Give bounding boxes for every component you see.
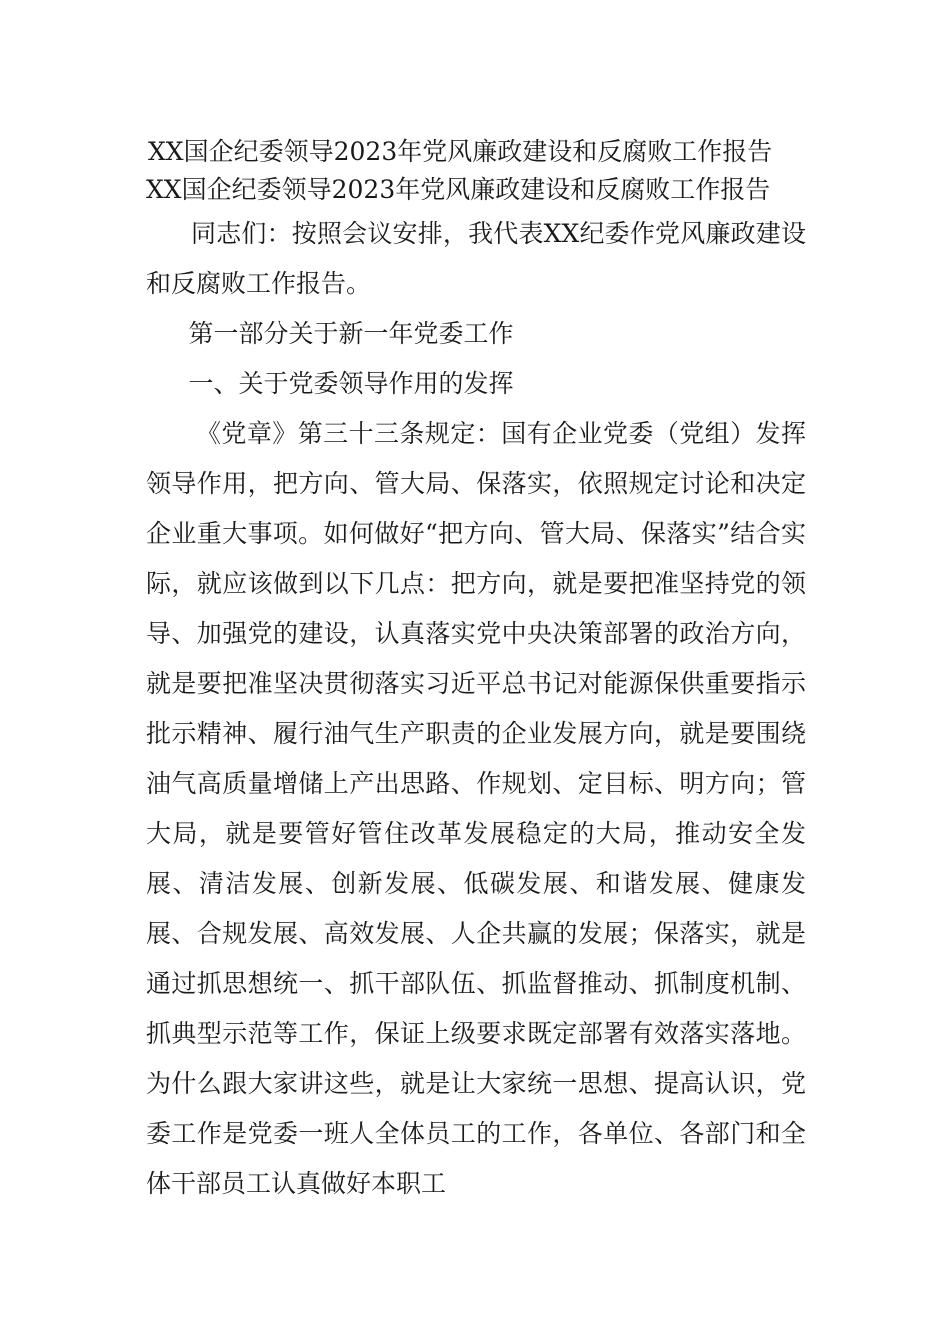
document-title: XX国企纪委领导2023年党风廉政建设和反腐败工作报告 (148, 137, 773, 166)
document-title-repeat: XX国企纪委领导2023年党风廉政建设和反腐败工作报告 (146, 175, 771, 204)
greeting-paragraph: 同志们：按照会议安排，我代表XX纪委作党风廉政建设和反腐败工作报告。 (146, 219, 806, 298)
part-heading: 第一部分关于新一年党委工作 (188, 319, 514, 348)
body-paragraph: 《党章》第三十三条规定：国有企业党委（党组）发挥领导作用，把方向、管大局、保落实，依照规定讨论和决定企业重大事项。如何做好“把方向、管大局、保落实”结合实际，就应该做到以下几点：把方向，就是要把准坚持党的领导、加强党的建设，认真落实党中央决策部署的政治方向，就是要把准坚决贯彻落实习近平总书记对能源保供重要指示批示精神、履行油气生产职责的企业发展方向，就是要围绕油气高质量增储上产出思路、作规划、定目标、明方向；管大局，就是要管好管住改革发展稳定的大局，推动安全发展、清洁发展、创新发展、低碳发展、和谐发展、健康发展、合规发展、高效发展、人企共赢的发展；保落实，就是通过抓思想统一、抓干部队伍、抓监督推动、抓制度机制、抓典型示范等工作，保证上级要求既定部署有效落实落地。为什么跟大家讲这些，就是让大家统一思想、提高认识，党委工作是党委一班人全体员工的工作，各单位、各部门和全体干部员工认真做好本职工 (146, 419, 806, 1198)
document-body (146, 133, 806, 1209)
section-heading: 一、关于党委领导作用的发挥 (188, 369, 514, 398)
